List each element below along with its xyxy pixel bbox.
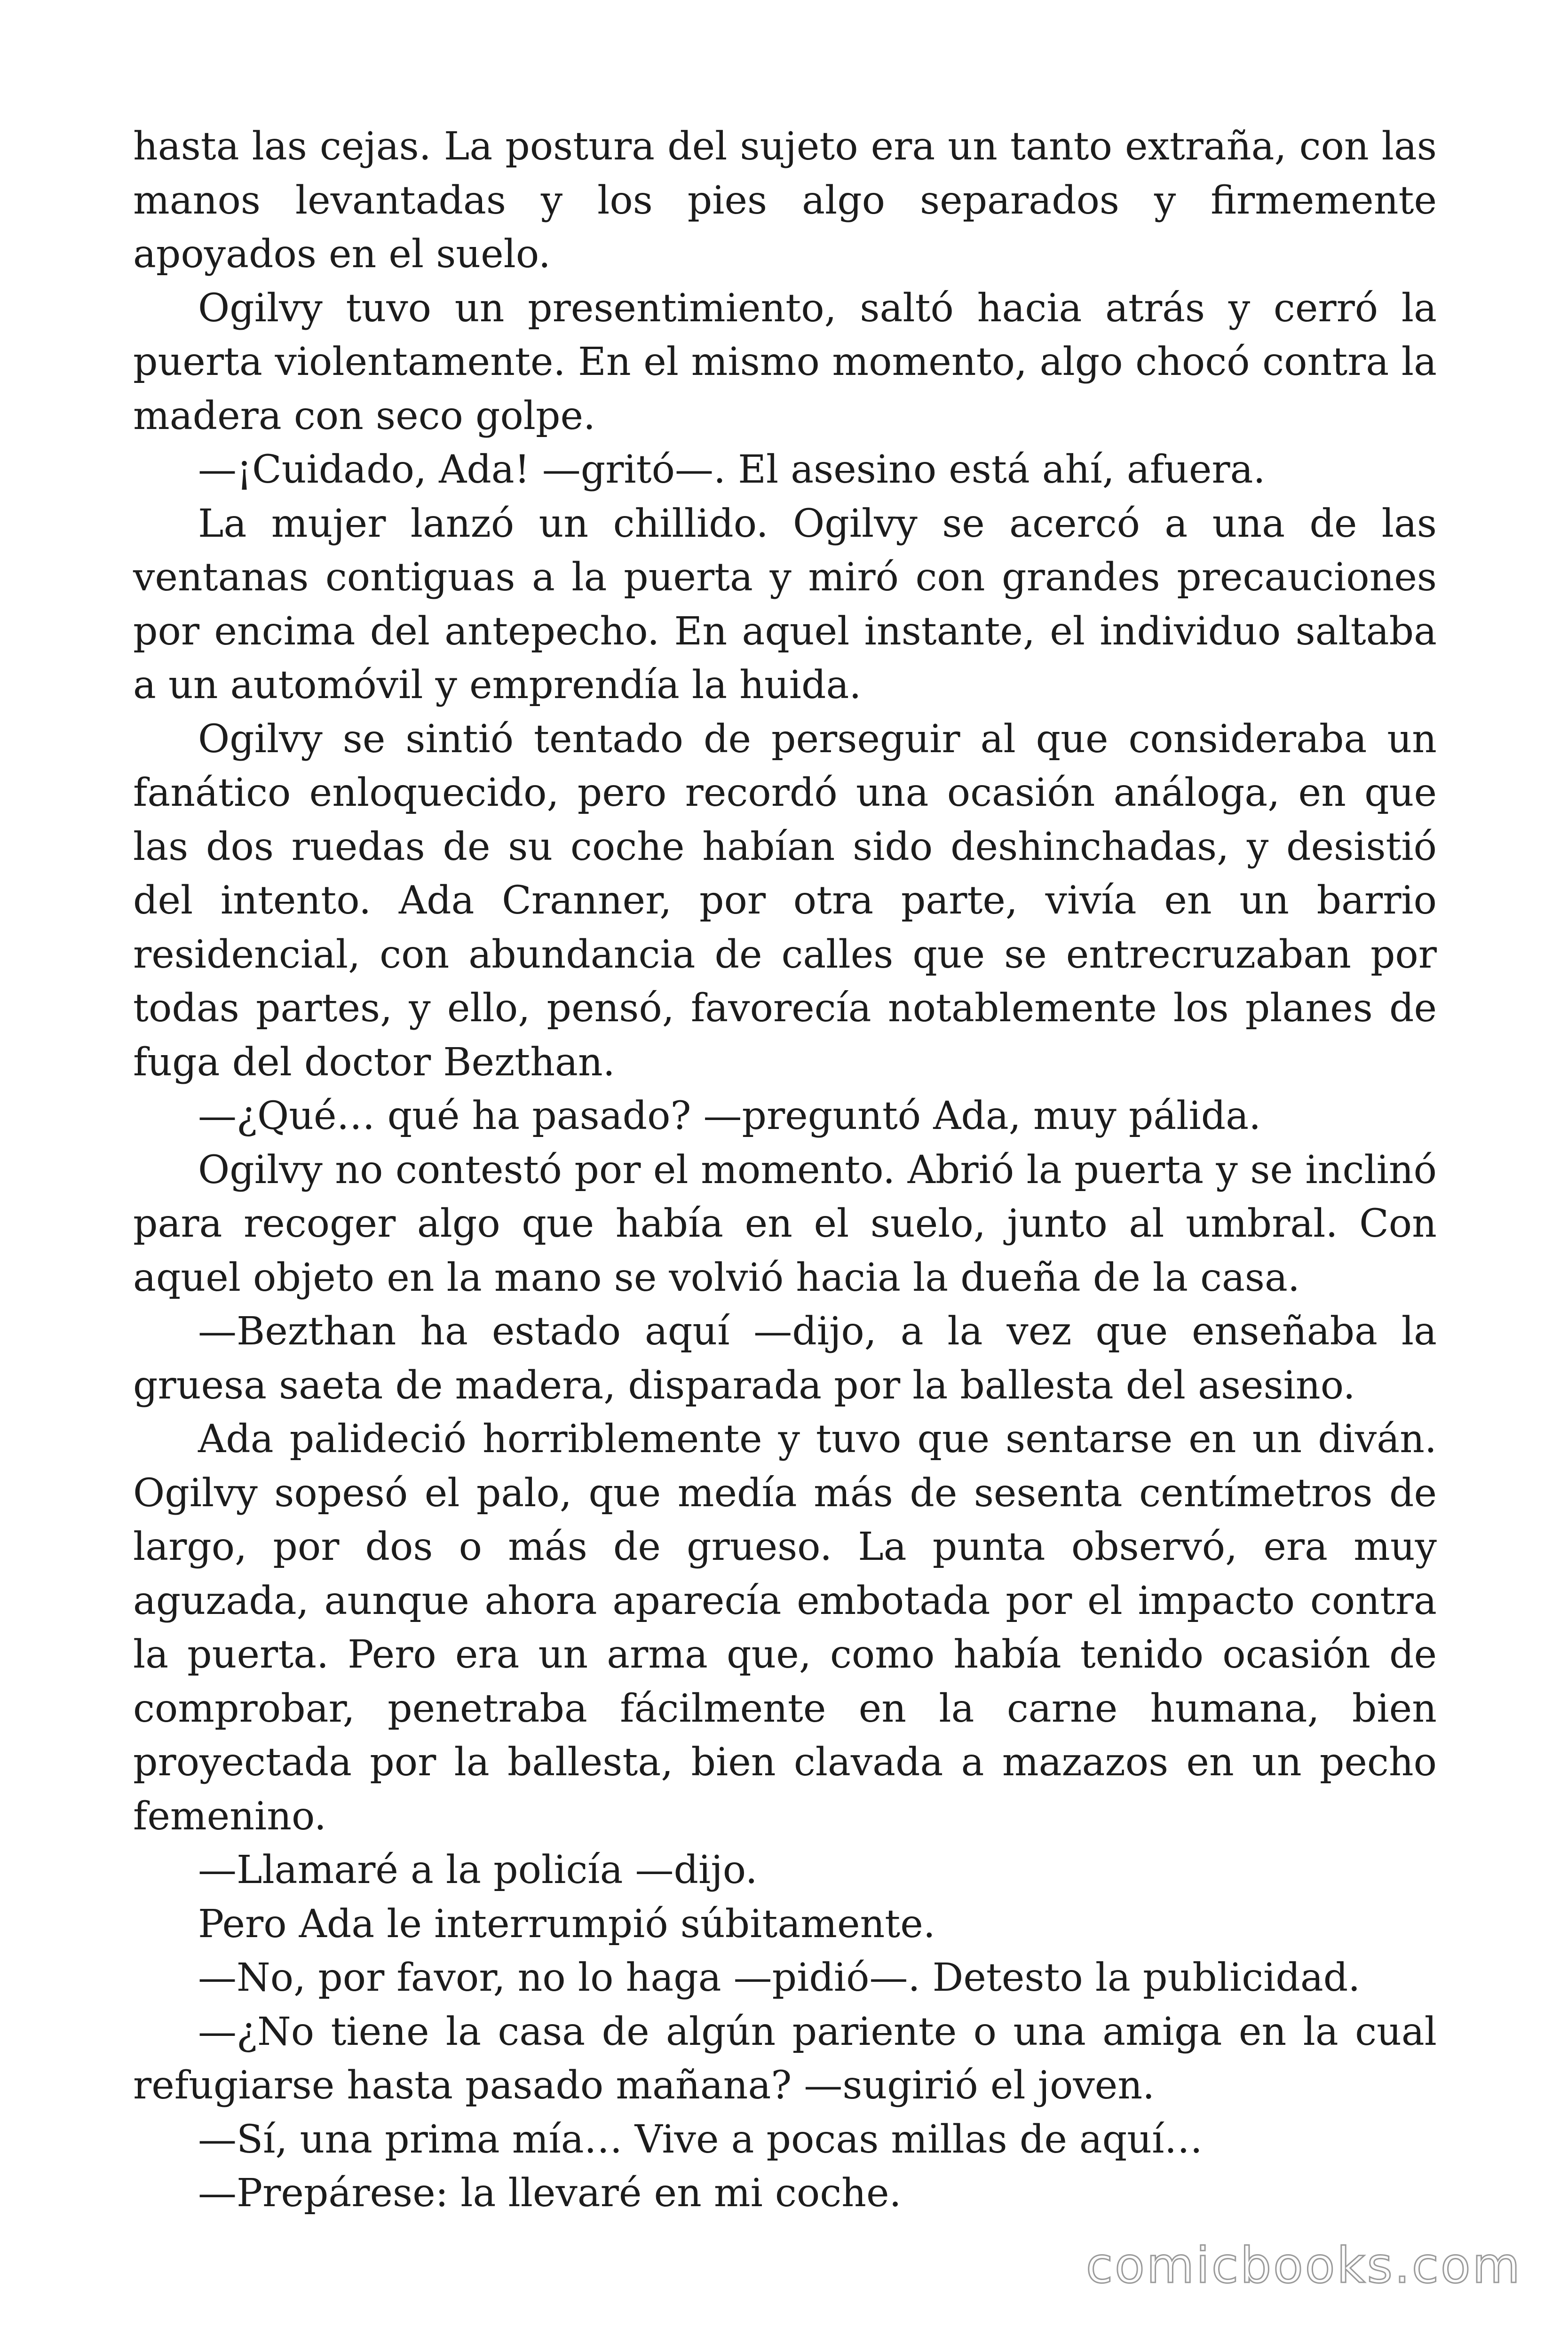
paragraph: hasta las cejas. La postura del sujeto era un tanto extraña, con las manos levantadas y los pies algo separados y firmemente apoyados en el suelo. (133, 124, 1437, 277)
paragraph: Pero Ada le interrumpió súbitamente. (198, 1901, 935, 1947)
paragraph: —Sí, una prima mía… Vive a pocas millas de aquí… (198, 2117, 1203, 2162)
paragraph: —Bezthan ha estado aquí —dijo, a la vez que enseñaba la gruesa saeta de madera, disparada por la ballesta del asesino. (133, 1309, 1437, 1408)
paragraph: Ogilvy se sintió tentado de perseguir al que consideraba un fanático enloquecido, pero recordó una ocasión análoga, en que las dos ruedas de su coche habían sido deshinchadas, y desistió del intento. Ada Cranner, por otra parte, vivía en un barrio residencial, con abundancia de calles que se entrecruzaban por todas partes, y ello, pensó, favorecía notablemente los planes de fuga del doctor Bezthan. (133, 716, 1437, 1085)
paragraph: —Llamaré a la policía —dijo. (198, 1848, 758, 1892)
paragraph: Ada palideció horriblemente y tuvo que sentarse en un diván. Ogilvy sopesó el palo, que medía más de sesenta centímetros de largo, por dos o más de grueso. La punta observó, era muy aguzada, aunque ahora aparecía embotada por el impacto contra la puerta. Pero era un arma que, como había tenido ocasión de comprobar, penetraba fácilmente en la carne humana, bien proyectada por la ballesta, bien clavada a mazazos en un pecho femenino. (133, 1417, 1437, 1839)
paragraph: —¡Cuidado, Ada! —gritó—. El asesino está ahí, afuera. (198, 447, 1266, 492)
paragraph: —¿Qué… qué ha pasado? —preguntó Ada, muy pálida. (198, 1094, 1261, 1138)
paragraph: —No, por favor, no lo haga —pidió—. Detesto la publicidad. (198, 1955, 1361, 2000)
paragraph: Ogilvy no contestó por el momento. Abrió la puerta y se inclinó para recoger algo que había en el suelo, junto al umbral. Con aquel objeto en la mano se volvió hacia la dueña de la casa. (133, 1147, 1437, 1300)
watermark-logo: comicbooks.com (1085, 2237, 1522, 2294)
paragraph: —Prepárese: la llevaré en mi coche. (198, 2171, 902, 2216)
paragraph: —¿No tiene la casa de algún pariente o una amiga en la cual refugiarse hasta pasado mañana? —sugirió el joven. (133, 2009, 1437, 2108)
paragraph: La mujer lanzó un chillido. Ogilvy se acercó a una de las ventanas contiguas a la puerta y miró con grandes precauciones por encima del antepecho. En aquel instante, el individuo saltaba a un automóvil y emprendía la huida. (133, 501, 1437, 707)
book-page-text (133, 120, 1437, 2221)
paragraph: Ogilvy tuvo un presentimiento, saltó hacia atrás y cerró la puerta violentamente. En el mismo momento, algo chocó contra la madera con seco golpe. (133, 286, 1437, 438)
